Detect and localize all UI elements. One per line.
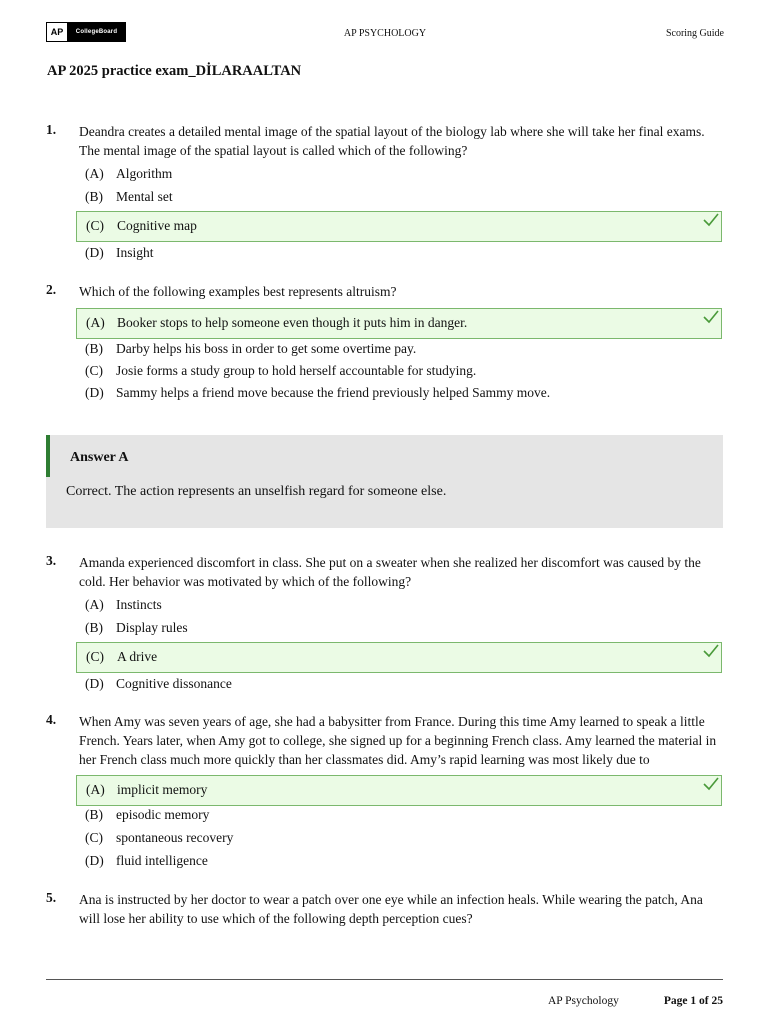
option-letter: (A) [85, 166, 104, 181]
option-letter: (B) [85, 341, 103, 356]
checkmark-icon [703, 310, 719, 324]
option-a[interactable] [79, 594, 724, 616]
page-header [46, 22, 724, 44]
option-text: Mental set [116, 189, 173, 204]
question-number: 4. [46, 712, 57, 727]
footer-subject: AP Psychology [548, 995, 619, 1007]
option-letter: (A) [86, 782, 105, 797]
option-text: Booker stops to help someone even though it puts him in danger. [117, 315, 468, 330]
question-number: 1. [46, 122, 57, 137]
question-number: 3. [46, 553, 57, 568]
option-b[interactable] [79, 804, 724, 826]
option-text: Darby helps his boss in order to get some overtime pay. [116, 341, 417, 356]
option-text: implicit memory [117, 782, 208, 797]
answer-title: Answer A [70, 450, 129, 465]
question-text: Deandra creates a detailed mental image of the spatial layout of the biology lab where she will take her final exams. The mental image of the spatial layout is called which of the following? [79, 124, 705, 158]
answer-body: Correct. The action represents an unselfish regard for someone else. [66, 484, 447, 499]
footer-divider [46, 979, 723, 980]
option-text: Cognitive map [117, 218, 197, 233]
option-text: Algorithm [116, 166, 173, 181]
option-letter: (C) [86, 218, 104, 233]
answer-explanation-box [46, 435, 723, 528]
option-c-correct[interactable] [76, 642, 722, 673]
question-text: Amanda experienced discomfort in class. She put on a sweater when she realized her discomfort was caused by the cold. Her behavior was motivated by which of the following? [79, 555, 701, 589]
option-letter: (C) [85, 830, 103, 845]
option-letter: (B) [85, 620, 103, 635]
answer-accent-bar [46, 435, 50, 477]
option-c[interactable] [79, 360, 724, 382]
option-d[interactable] [79, 242, 724, 264]
exam-title: AP 2025 practice exam_DİLARAALTAN [47, 63, 302, 79]
option-letter: (D) [85, 385, 104, 400]
option-letter: (D) [85, 245, 104, 260]
option-text: fluid intelligence [116, 853, 208, 868]
option-text: episodic memory [116, 807, 210, 822]
checkmark-icon [703, 644, 719, 658]
question-number: 2. [46, 282, 57, 297]
option-a[interactable] [79, 163, 724, 185]
option-letter: (B) [85, 189, 103, 204]
option-d[interactable] [79, 850, 724, 872]
option-letter: (B) [85, 807, 103, 822]
option-letter: (D) [85, 853, 104, 868]
option-text: Cognitive dissonance [116, 676, 232, 691]
page-number: Page 1 of 25 [663, 995, 723, 1007]
checkmark-icon [703, 213, 719, 227]
option-text: Insight [116, 245, 154, 260]
option-b[interactable] [79, 617, 724, 639]
option-a-correct[interactable] [76, 308, 722, 339]
option-text: A drive [117, 649, 158, 664]
option-letter: (C) [86, 649, 104, 664]
option-text: Josie forms a study group to hold herself accountable for studying. [116, 363, 477, 378]
option-b[interactable] [79, 186, 724, 208]
option-d[interactable] [79, 673, 724, 695]
checkmark-icon [703, 777, 719, 791]
option-a-correct[interactable] [76, 775, 722, 806]
option-text: spontaneous recovery [116, 830, 234, 845]
option-d[interactable] [79, 382, 724, 404]
option-text: Display rules [116, 620, 188, 635]
option-letter: (D) [85, 676, 104, 691]
header-scoring-guide: Scoring Guide [665, 28, 724, 39]
option-text: Instincts [116, 597, 162, 612]
option-c[interactable] [79, 827, 724, 849]
option-b[interactable] [79, 338, 724, 360]
question-number: 5. [46, 890, 57, 905]
question-text: Ana is instructed by her doctor to wear a patch over one eye while an infection heals. While wearing the patch, Ana will lose her ability to use which of the following depth perception cues? [79, 892, 703, 926]
option-text: Sammy helps a friend move because the friend previously helped Sammy move. [116, 385, 551, 400]
question-text: Which of the following examples best represents altruism? [79, 284, 397, 299]
option-letter: (C) [85, 363, 103, 378]
collegeboard-logo-text: CollegeBoard [68, 23, 125, 41]
header-subject: AP PSYCHOLOGY [343, 28, 427, 39]
option-letter: (A) [86, 315, 105, 330]
option-c-correct[interactable] [76, 211, 722, 242]
ap-logo-text: AP [47, 23, 68, 41]
option-letter: (A) [85, 597, 104, 612]
question-text: When Amy was seven years of age, she had a babysitter from France. During this time Amy learned to speak a little French. Years later, when Amy got to college, she signed up for a beginning French class. Amy learned the material in her French class much more quickly than her classmates did. Amy’s rapid learning was most likely due to [79, 714, 717, 767]
